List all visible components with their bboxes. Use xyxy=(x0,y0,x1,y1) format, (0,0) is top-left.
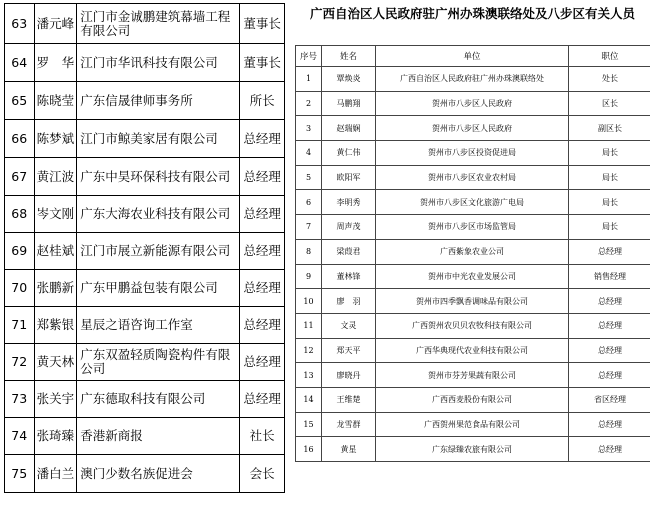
person-name: 黄天林 xyxy=(34,344,77,381)
person-name: 欧阳军 xyxy=(322,165,376,190)
person-position: 处长 xyxy=(569,67,650,92)
person-name: 张关宇 xyxy=(34,381,77,418)
company-name: 广东中昊环保科技有限公司 xyxy=(77,158,240,196)
person-name: 龙雪群 xyxy=(322,412,376,437)
right-table-row xyxy=(296,363,650,388)
person-role: 会长 xyxy=(240,455,285,493)
person-role: 总经理 xyxy=(240,307,285,344)
row-number: 71 xyxy=(5,307,35,344)
left-table-row xyxy=(5,381,285,418)
row-number: 68 xyxy=(5,196,35,233)
left-table-row xyxy=(5,455,285,493)
person-name: 潘白兰 xyxy=(34,455,77,493)
header-name: 姓名 xyxy=(322,46,376,67)
person-role: 总经理 xyxy=(240,233,285,270)
row-number: 5 xyxy=(296,165,322,190)
unit-name: 贺州市四季飘香调味品有限公司 xyxy=(376,289,569,314)
unit-name: 贺州市八步区市场监管局 xyxy=(376,215,569,240)
right-table-row xyxy=(296,215,650,240)
row-number: 9 xyxy=(296,264,322,289)
person-position: 总经理 xyxy=(569,412,650,437)
person-name: 陈晓莹 xyxy=(34,82,77,120)
person-position: 局长 xyxy=(569,215,650,240)
right-table-row xyxy=(296,67,650,92)
person-role: 社长 xyxy=(240,418,285,455)
person-role: 总经理 xyxy=(240,120,285,158)
person-position: 销售经理 xyxy=(569,264,650,289)
row-number: 75 xyxy=(5,455,35,493)
unit-name: 贺州市八步区人民政府 xyxy=(376,116,569,141)
person-name: 黄江波 xyxy=(34,158,77,196)
right-header-row xyxy=(296,46,650,67)
row-number: 2 xyxy=(296,91,322,116)
person-position: 局长 xyxy=(569,190,650,215)
header-no: 序号 xyxy=(296,46,322,67)
person-name: 覃焕炎 xyxy=(322,67,376,92)
person-name: 梁葭君 xyxy=(322,239,376,264)
row-number: 7 xyxy=(296,215,322,240)
company-name: 江门市鲸美家居有限公司 xyxy=(77,120,240,158)
row-number: 73 xyxy=(5,381,35,418)
left-table-row xyxy=(5,158,285,196)
row-number: 72 xyxy=(5,344,35,381)
unit-name: 广西紫象农业公司 xyxy=(376,239,569,264)
left-table-row xyxy=(5,344,285,381)
person-name: 黄星 xyxy=(322,437,376,462)
person-position: 总经理 xyxy=(569,239,650,264)
row-number: 67 xyxy=(5,158,35,196)
company-name: 广东信晟律师事务所 xyxy=(77,82,240,120)
row-number: 63 xyxy=(5,4,35,44)
company-name: 广东甲鹏益包装有限公司 xyxy=(77,270,240,307)
row-number: 13 xyxy=(296,363,322,388)
row-number: 12 xyxy=(296,338,322,363)
row-number: 69 xyxy=(5,233,35,270)
person-position: 区长 xyxy=(569,91,650,116)
unit-name: 贺州市中光农业发展公司 xyxy=(376,264,569,289)
person-position: 副区长 xyxy=(569,116,650,141)
person-name: 李明秀 xyxy=(322,190,376,215)
person-role: 总经理 xyxy=(240,344,285,381)
unit-name: 广西贺州农贝贝农牧科技有限公司 xyxy=(376,313,569,338)
right-attendee-table xyxy=(295,45,650,462)
row-number: 15 xyxy=(296,412,322,437)
unit-name: 广东绿臻农旅有限公司 xyxy=(376,437,569,462)
right-table-row xyxy=(296,289,650,314)
person-name: 马鹏翔 xyxy=(322,91,376,116)
right-table-row xyxy=(296,165,650,190)
person-position: 总经理 xyxy=(569,313,650,338)
person-role: 董事长 xyxy=(240,44,285,82)
unit-name: 贺州市芬芳果蔬有限公司 xyxy=(376,363,569,388)
left-table-row xyxy=(5,82,285,120)
person-position: 总经理 xyxy=(569,363,650,388)
person-name: 赵桂斌 xyxy=(34,233,77,270)
row-number: 3 xyxy=(296,116,322,141)
row-number: 64 xyxy=(5,44,35,82)
left-table-row xyxy=(5,44,285,82)
person-name: 廖 羽 xyxy=(322,289,376,314)
left-table-row xyxy=(5,307,285,344)
person-name: 廖晓丹 xyxy=(322,363,376,388)
left-table-row xyxy=(5,196,285,233)
person-role: 总经理 xyxy=(240,270,285,307)
company-name: 江门市金诚鹏建筑幕墙工程有限公司 xyxy=(77,4,240,44)
left-table-row xyxy=(5,270,285,307)
left-table-row xyxy=(5,4,285,44)
right-table-row xyxy=(296,313,650,338)
right-table-row xyxy=(296,338,650,363)
unit-name: 贺州市八步区人民政府 xyxy=(376,91,569,116)
row-number: 8 xyxy=(296,239,322,264)
person-name: 潘元峰 xyxy=(34,4,77,44)
person-name: 黄仁伟 xyxy=(322,141,376,166)
company-name: 香港新商报 xyxy=(77,418,240,455)
left-table-row xyxy=(5,418,285,455)
company-name: 澳门少数名族促进会 xyxy=(77,455,240,493)
left-table-row xyxy=(5,233,285,270)
row-number: 74 xyxy=(5,418,35,455)
unit-name: 贺州市八步区投资促进局 xyxy=(376,141,569,166)
row-number: 11 xyxy=(296,313,322,338)
right-table-row xyxy=(296,264,650,289)
right-table-row xyxy=(296,239,650,264)
person-name: 王维楚 xyxy=(322,387,376,412)
right-table-row xyxy=(296,437,650,462)
unit-name: 广西华典现代农业科技有限公司 xyxy=(376,338,569,363)
person-position: 总经理 xyxy=(569,338,650,363)
person-name: 陈梦斌 xyxy=(34,120,77,158)
person-name: 张琦臻 xyxy=(34,418,77,455)
person-role: 总经理 xyxy=(240,196,285,233)
person-name: 张鹏新 xyxy=(34,270,77,307)
person-name: 赵瑞娴 xyxy=(322,116,376,141)
person-name: 文灵 xyxy=(322,313,376,338)
right-table-row xyxy=(296,141,650,166)
person-role: 总经理 xyxy=(240,381,285,418)
company-name: 广东大海农业科技有限公司 xyxy=(77,196,240,233)
right-table-row xyxy=(296,412,650,437)
right-table-title: 广西自治区人民政府驻广州办珠澳联络处及八步区有关人员 xyxy=(309,6,635,21)
company-name: 广东德取科技有限公司 xyxy=(77,381,240,418)
company-name: 星辰之语咨询工作室 xyxy=(77,307,240,344)
person-role: 所长 xyxy=(240,82,285,120)
row-number: 1 xyxy=(296,67,322,92)
row-number: 4 xyxy=(296,141,322,166)
person-role: 总经理 xyxy=(240,158,285,196)
person-name: 周声茂 xyxy=(322,215,376,240)
row-number: 70 xyxy=(5,270,35,307)
row-number: 65 xyxy=(5,82,35,120)
right-table-row xyxy=(296,91,650,116)
person-name: 董林锋 xyxy=(322,264,376,289)
left-table-row xyxy=(5,120,285,158)
person-name: 郑天平 xyxy=(322,338,376,363)
unit-name: 广西自治区人民政府驻广州办珠澳联络处 xyxy=(376,67,569,92)
unit-name: 贺州市八步区农业农村局 xyxy=(376,165,569,190)
company-name: 江门市华讯科技有限公司 xyxy=(77,44,240,82)
row-number: 14 xyxy=(296,387,322,412)
person-name: 罗 华 xyxy=(34,44,77,82)
company-name: 广东双盈轻质陶瓷构件有限公司 xyxy=(77,344,240,381)
unit-name: 广西贺州果范食品有限公司 xyxy=(376,412,569,437)
row-number: 16 xyxy=(296,437,322,462)
row-number: 66 xyxy=(5,120,35,158)
header-position: 职位 xyxy=(569,46,650,67)
person-position: 局长 xyxy=(569,141,650,166)
right-table-row xyxy=(296,190,650,215)
unit-name: 贺州市八步区文化旅游广电局 xyxy=(376,190,569,215)
person-role: 董事长 xyxy=(240,4,285,44)
right-table-row xyxy=(296,116,650,141)
row-number: 6 xyxy=(296,190,322,215)
person-position: 局长 xyxy=(569,165,650,190)
person-position: 总经理 xyxy=(569,437,650,462)
unit-name: 广西西麦股份有限公司 xyxy=(376,387,569,412)
person-name: 郑紫银 xyxy=(34,307,77,344)
row-number: 10 xyxy=(296,289,322,314)
person-position: 省区经理 xyxy=(569,387,650,412)
person-position: 总经理 xyxy=(569,289,650,314)
right-table-row xyxy=(296,387,650,412)
header-unit: 单位 xyxy=(376,46,569,67)
person-name: 岑文刚 xyxy=(34,196,77,233)
left-attendee-table xyxy=(4,3,285,493)
company-name: 江门市展立新能源有限公司 xyxy=(77,233,240,270)
